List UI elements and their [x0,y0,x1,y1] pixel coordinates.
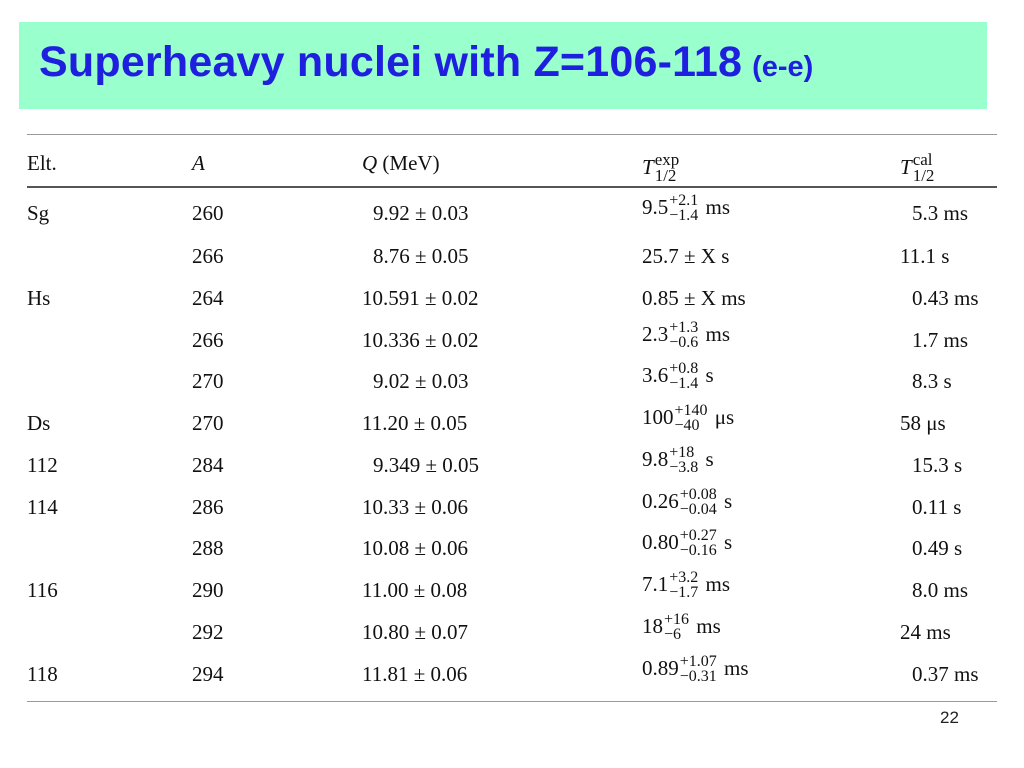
row-mass-number: 290 [192,578,224,602]
header-texp-sup: exp [654,150,680,169]
row-mass-number: 292 [192,620,224,644]
row-t-exp [642,655,749,685]
table-bottom-rule [27,701,997,702]
row-q-value: 10.80 ± 0.07 [362,620,469,644]
row-q-value: 10.336 ± 0.02 [362,328,479,352]
header-tcal-sup: cal [912,150,933,169]
row-q-value: 11.20 ± 0.05 [362,411,468,435]
row-t-cal: 0.43 ms [912,286,979,310]
header-t-cal [900,150,936,185]
row-t-exp-lower-error: −3.8 [669,459,699,476]
row-t-exp-unit: ms [705,321,731,346]
row-t-exp-upper-error: +18 [669,444,695,461]
row-t-cal: 5.3 ms [912,201,969,225]
table-header-rule [27,186,997,188]
row-mass-number: 264 [192,286,224,310]
row-t-exp-unit: ms [696,613,721,638]
row-mass-number: 260 [192,201,224,225]
row-t-exp-text: 0.85 ± X ms [642,286,746,310]
row-t-exp-lower-error: −1.4 [669,207,699,224]
row-t-exp [642,194,730,224]
header-texp-symbol: T [642,154,654,179]
row-t-exp [642,288,746,309]
row-t-exp [642,321,730,351]
slide-title-bar [19,22,987,109]
row-t-exp-lower-error: −0.6 [669,334,699,351]
row-t-exp-unit: ms [705,571,731,596]
row-mass-number: 286 [192,495,224,519]
row-t-exp-base: 18 [642,613,663,638]
row-t-exp-base: 0.89 [642,655,679,680]
row-t-exp-upper-error: +1.07 [679,653,717,670]
row-mass-number: 294 [192,662,224,686]
row-element: Sg [27,201,50,225]
row-t-exp-base: 2.3 [642,321,669,346]
row-element: 118 [27,662,58,686]
row-t-exp-lower-error: −0.31 [679,668,717,685]
row-t-exp-base: 9.5 [642,194,669,219]
row-t-exp-lower-error: −1.7 [669,584,699,601]
row-t-cal: 11.1 s [900,244,950,268]
row-t-cal: 0.11 s [912,495,962,519]
row-t-cal: 15.3 s [912,453,963,477]
header-a-symbol: A [192,151,205,175]
row-mass-number: 270 [192,411,224,435]
header-tcal-symbol: T [900,154,912,179]
row-element: Ds [27,411,51,435]
slide-title: Superheavy nuclei with Z=106-118 [39,38,743,86]
row-t-exp-lower-error: −40 [674,417,700,434]
row-t-exp-upper-error: +16 [664,611,690,628]
page-number: 22 [940,708,959,727]
row-t-exp-upper-error: +2.1 [669,192,699,209]
row-q-value: 9.92 ± 0.03 [373,201,469,225]
row-t-exp [642,529,732,559]
row-t-cal: 58 μs [900,411,946,435]
row-mass-number: 270 [192,369,224,393]
row-t-exp [642,404,734,434]
row-q-value: 11.00 ± 0.08 [362,578,468,602]
row-t-cal: 0.37 ms [912,662,979,686]
row-t-exp [642,488,732,518]
row-t-exp-base: 3.6 [642,362,669,387]
row-t-cal: 24 ms [900,620,951,644]
header-element: Elt. [27,151,57,175]
row-t-exp-unit: ms [724,655,749,680]
header-q-unit: (MeV) [382,151,440,175]
row-t-exp-base: 100 [642,404,674,429]
row-t-exp-base: 0.26 [642,488,679,513]
row-t-exp-lower-error: −0.04 [679,501,717,518]
header-tcal-sub: 1/2 [912,166,935,185]
row-t-exp [642,446,714,476]
row-t-exp-lower-error: −6 [664,626,682,643]
row-t-exp-text: 25.7 ± X s [642,244,730,268]
header-q-symbol: Q [362,151,378,175]
row-t-exp-unit: s [724,529,733,554]
row-t-cal: 8.3 s [912,369,952,393]
row-t-exp [642,362,714,392]
header-t-exp [642,150,681,185]
row-t-cal: 0.49 s [912,536,963,560]
row-t-exp [642,571,730,601]
row-t-exp-base: 0.80 [642,529,679,554]
row-t-exp-upper-error: +0.8 [669,360,699,377]
row-t-cal: 8.0 ms [912,578,969,602]
row-t-exp-lower-error: −1.4 [669,375,699,392]
row-mass-number: 288 [192,536,224,560]
row-t-exp-unit: ms [705,194,731,219]
row-q-value: 9.349 ± 0.05 [373,453,480,477]
row-t-exp-unit: s [724,488,733,513]
row-q-value: 10.33 ± 0.06 [362,495,469,519]
row-t-exp-upper-error: +140 [674,402,708,419]
row-t-exp-upper-error: +3.2 [669,569,699,586]
row-mass-number: 266 [192,328,224,352]
row-t-exp-base: 7.1 [642,571,669,596]
header-mass-number [192,153,205,174]
row-q-value: 11.81 ± 0.06 [362,662,468,686]
row-q-value: 10.08 ± 0.06 [362,536,469,560]
header-q-value [362,153,440,174]
row-t-exp [642,613,721,643]
row-mass-number: 266 [192,244,224,268]
row-t-exp [642,246,729,267]
row-q-value: 9.02 ± 0.03 [373,369,469,393]
row-element: 116 [27,578,58,602]
row-t-exp-upper-error: +1.3 [669,319,699,336]
table-top-rule [27,134,997,135]
row-t-exp-upper-error: +0.27 [679,527,717,544]
row-element: Hs [27,286,51,310]
header-texp-sub: 1/2 [654,166,677,185]
row-element: 112 [27,453,58,477]
row-q-value: 10.591 ± 0.02 [362,286,479,310]
row-t-exp-base: 9.8 [642,446,669,471]
row-q-value: 8.76 ± 0.05 [373,244,469,268]
slide-title-suffix: (e-e) [752,51,814,83]
row-t-cal: 1.7 ms [912,328,969,352]
row-t-exp-unit: μs [714,404,735,429]
row-t-exp-upper-error: +0.08 [679,486,717,503]
row-t-exp-lower-error: −0.16 [679,542,717,559]
row-mass-number: 284 [192,453,224,477]
row-t-exp-unit: s [705,446,714,471]
row-element: 114 [27,495,58,519]
row-t-exp-unit: s [705,362,714,387]
